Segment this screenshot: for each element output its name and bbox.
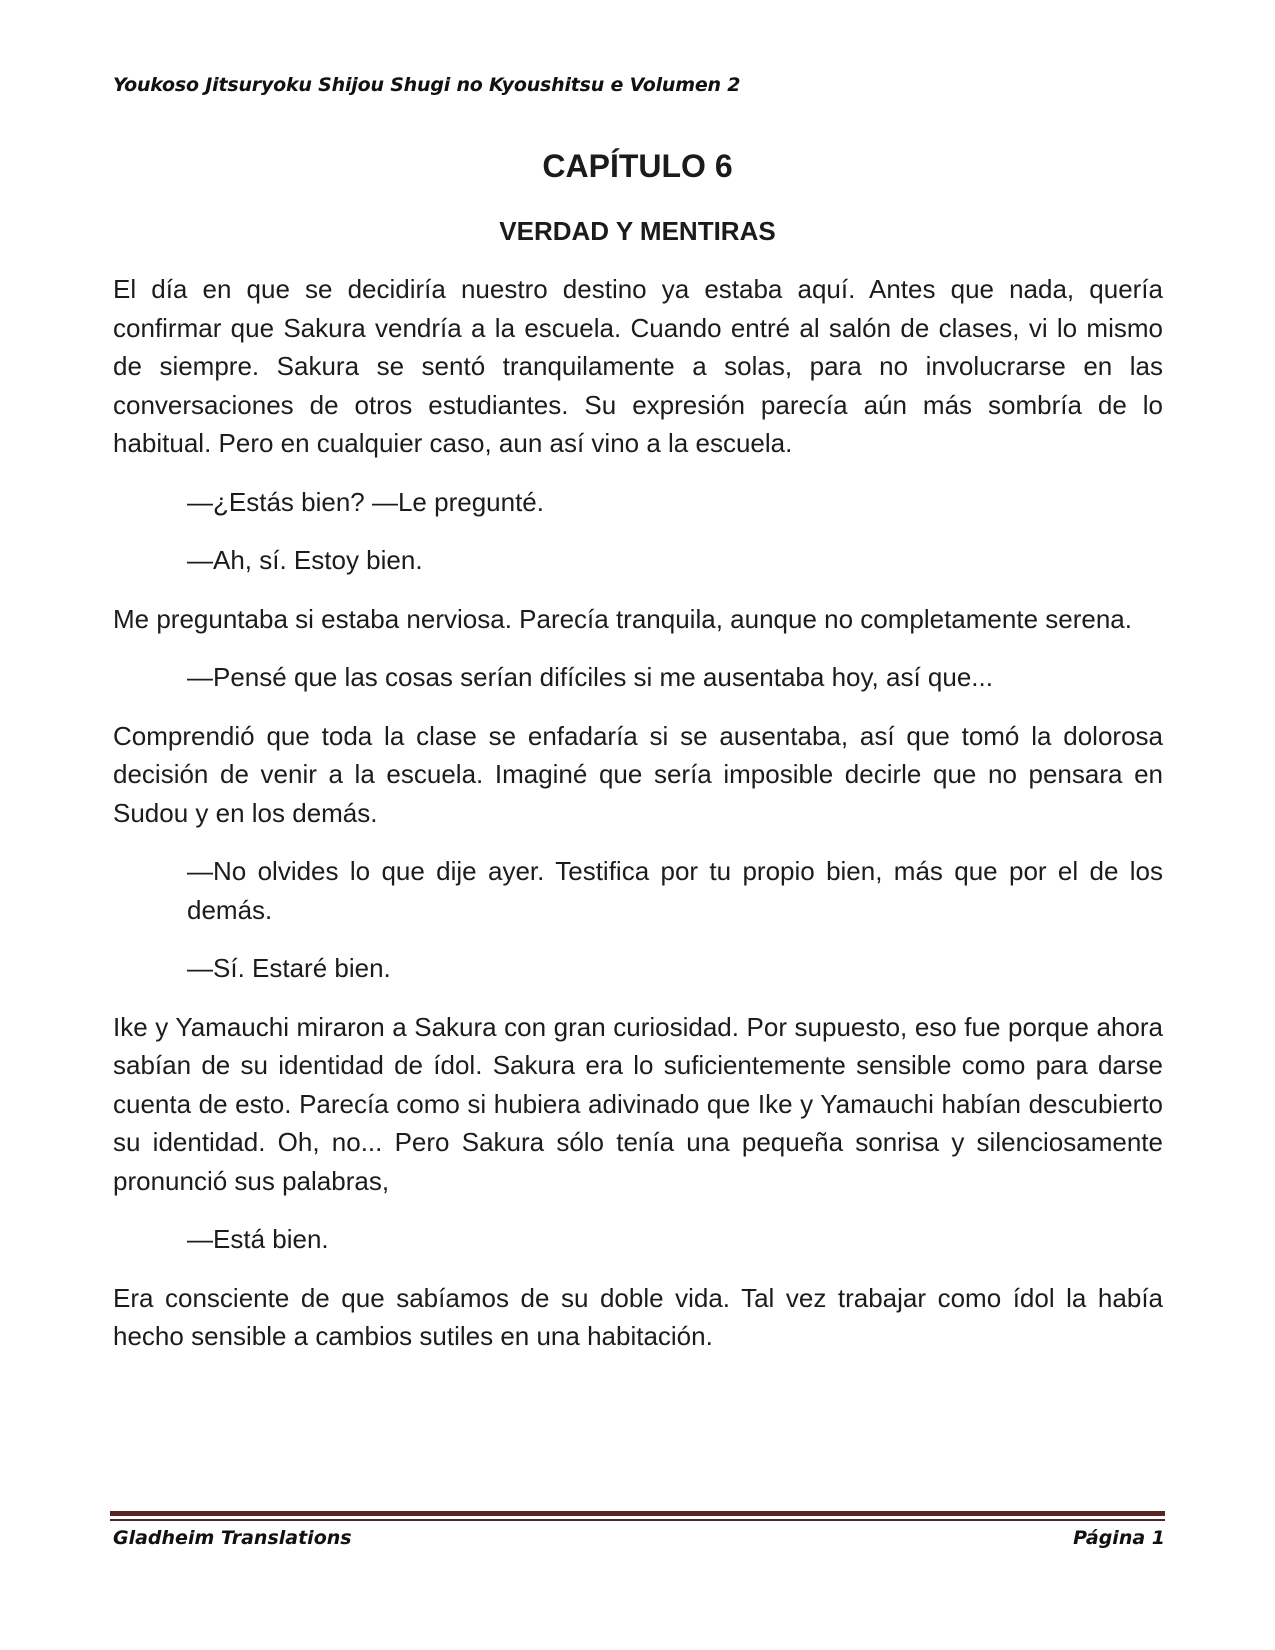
dialogue-line: —Pensé que las cosas serían difíciles si me ausentaba hoy, así que... xyxy=(187,662,993,692)
dialogue-line: —¿Estás bien? —Le pregunté. xyxy=(187,486,544,517)
chapter-subtitle: VERDAD Y MENTIRAS xyxy=(499,216,776,246)
body-text xyxy=(113,270,1163,1376)
paragraph: Era consciente de que sabíamos de su doble vida. Tal vez trabajar como ídol la había hecho sensible a cambios sutiles en una habitación. xyxy=(113,1282,1163,1351)
chapter-title: CAPÍTULO 6 xyxy=(542,148,733,184)
page-number: Página 1 xyxy=(1073,1527,1165,1549)
footer-divider-thin xyxy=(110,1519,1165,1521)
footer-divider xyxy=(110,1511,1165,1516)
paragraph: Ike y Yamauchi miraron a Sakura con gran curiosidad. Por supuesto, eso fue porque ahora sabían de su identidad de ídol. Sakura era lo suficientemente sensible como para darse cuenta de esto. Parecía como si hubiera adivinado que Ike y Yamauchi habían descubierto su identidad. Oh, no... Pero Sakura sólo tenía una pequeña sonrisa y silenciosamente pronunció sus palabras, xyxy=(113,1011,1163,1196)
dialogue-line: —Ah, sí. Estoy bien. xyxy=(187,545,423,575)
dialogue-line: —No olvides lo que dije ayer. Testifica por tu propio bien, más que por el de los demás. xyxy=(187,856,1163,925)
paragraph: Me preguntaba si estaba nerviosa. Parecía tranquila, aunque no completamente serena. xyxy=(113,603,1132,634)
dialogue-line: —Sí. Estaré bien. xyxy=(187,953,391,983)
paragraph: Comprendió que toda la clase se enfadaría si se ausentaba, así que tomó la dolorosa decisión de venir a la escuela. Imaginé que sería imposible decirle que no pensara en Sudou y en los demás. xyxy=(113,720,1163,828)
running-header: Youkoso Jitsuryoku Shijou Shugi no Kyoushitsu e Volumen 2 xyxy=(113,74,741,96)
footer-publisher: Gladheim Translations xyxy=(113,1527,352,1549)
paragraph: El día en que se decidiría nuestro destino ya estaba aquí. Antes que nada, quería confirmar que Sakura vendría a la escuela. Cuando entré al salón de clases, vi lo mismo de siempre. Sakura se sentó tranquilamente a solas, para no involucrarse en las conversaciones de otros estudiantes. Su expresión parecía aún más sombría de lo habitual. Pero en cualquier caso, aun así vino a la escuela. xyxy=(113,274,1163,458)
dialogue-line: —Está bien. xyxy=(187,1224,329,1254)
